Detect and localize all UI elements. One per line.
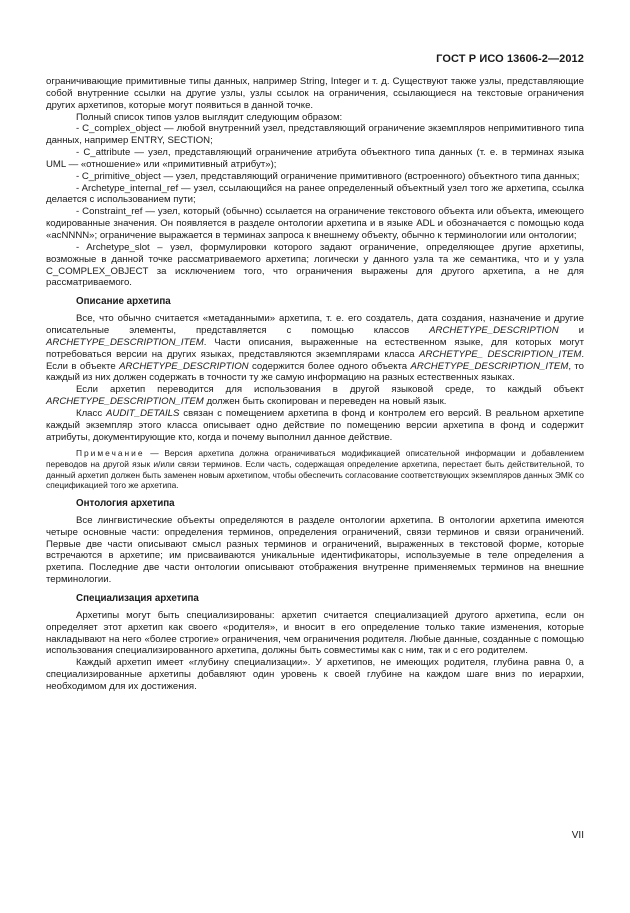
note-label: Примечание (76, 448, 145, 459)
page-number: VII (571, 830, 584, 841)
note-text: — Версия архетипа должна ограничиваться модификацией описательной информации и добавлением переводов на другой язык и/или связи терминов. Если часть, содержащая определение архетипа, перестает быть действительной, то данный архетип должен быть заменен новым архетипом, чтобы обеспечить согласование соответствующих экземпляров данных ЭМК со спецификацией того же архетипа. (46, 448, 584, 491)
paragraph: Все лингвистические объекты определяются в разделе онтологии архетипа. В онтологии архетипа имеются четыре основные части: определения терминов, определения ограничений, связи терминов и связи ограничений. Первые две части описывают смысл разных терминов и ограничений, выраженных в текстовой форме, которые встречаются в архетипе; им присваиваются уникальные идентификаторы, используемые в теле определения а рхетипа. Последние две части онтологии описывают отображения внутренне применяемых терминов на внешние терминологии. (46, 514, 584, 586)
section-heading-ontology: Онтология архетипа (76, 497, 175, 509)
paragraph: Архетипы могут быть специализированы: архетип считается специализацией другого архетипа, если он определяет этот архетип как своего «родителя», и вносит в его определение только такие изменения, которые накладывают на него «более строгие» ограничения, чем ограничения родителя. Любые данные, созданные с помощью использования специализированного архетипа, должны быть совместимы как с ним, так и с его родителем. (46, 609, 584, 657)
paragraph: Все, что обычно считается «метаданными» архетипа, т. е. его создатель, дата создания, назначение и другие описательные элементы, представляется с помощью классов ARCHETYPE_DESCRIPTION и ARCHETYPE_DESCRIPTION_ITEM. Части описания, выраженные на естественном языке, для которых могут потребоваться версии на других языках, представляются экземплярами класса ARCHETYPE_ DESCRIPTION_ITEM. Если в объекте ARCHETYPE_DESCRIPTION содержится более одного объекта ARCHETYPE_DESCRIPTION_ITEM, то каждый из них должен содержать в точности ту же самую информацию на разных естественных языках. (46, 313, 585, 384)
list-item: - Constraint_ref — узел, который (обычно) ссылается на ограничение текстового объекта или объекта, имеющего кодированные значения. Он появляется в разделе онтологии архетипа и в языке ADL и обозначается с помощью кода «acNNNN»; ограничение выражается в терминах запроса к внешнему объекту, обычно к терминологии или онтологии; (46, 206, 584, 241)
paragraph: Полный список типов узлов выглядит следующим образом: (76, 111, 343, 123)
list-item: - C_complex_object — любой внутренний узел, представляющий ограничение экземпляров непримитивного типа данных, например ENTRY, SECTION; (46, 123, 584, 147)
section-heading-specialization: Специализация архетипа (76, 592, 199, 604)
paragraph: Если архетип переводится для использования в другой языковой среде, то каждый объект ARCHETYPE_DESCRIPTION_ITEM должен быть скопирован и переведен на новый язык. (46, 384, 584, 408)
paragraph: ограничивающие примитивные типы данных, например String, Integer и т. д. Существуют также узлы, представляющие собой внутренние ссылки на другие узлы, узлы ссылок на ограничения, ссылающиеся на текстовые ограничения других архетипов, которые могут появиться в данной точке. (46, 76, 584, 111)
note (46, 448, 584, 490)
paragraph: Класс AUDIT_DETAILS связан с помещением архетипа в фонд и контролем его версий. В реальном архетипе каждый экземпляр этого класса описывает одно действие по помещению версии архетипа в фонд и содержит атрибуты, документирующие кто, когда и почему выполнил данное действие. (46, 407, 584, 443)
list-item: - C_attribute — узел, представляющий ограничение атрибута объектного типа данных (т. е. в терминах языка UML — «отношение» или «примитивный атрибут»); (46, 147, 584, 170)
page-header: ГОСТ Р ИСО 13606-2—2012 (436, 53, 584, 65)
list-item: - Archetype_internal_ref — узел, ссылающийся на ранее определенный объектный узел того же архетипа, ссылка делается с использованием пути; (46, 182, 584, 206)
page-content (46, 76, 584, 693)
paragraph: Каждый архетип имеет «глубину специализации». У архетипов, не имеющих родителя, глубина равна 0, а специализированные архетипы добавляют один уровень к своей глубине на каждом шаге вниз по иерархии, необходимом для их достижения. (46, 657, 584, 692)
list-item: - Archetype_slot – узел, формулировки которого задают ограничение, определяющее другие архетипы, возможные в данной точке рассматриваемого архетипа; логически у данного узла та же семантика, что и у узла C_COMPLEX_OBJECT за исключением того, что ограничения выражены для другого архетипа, а не для рассматриваемого. (46, 241, 584, 289)
section-heading-description: Описание архетипа (76, 296, 171, 308)
list-item: - C_primitive_object — узел, представляющий ограничение примитивного (встроенного) объектного типа данных; (76, 170, 580, 182)
